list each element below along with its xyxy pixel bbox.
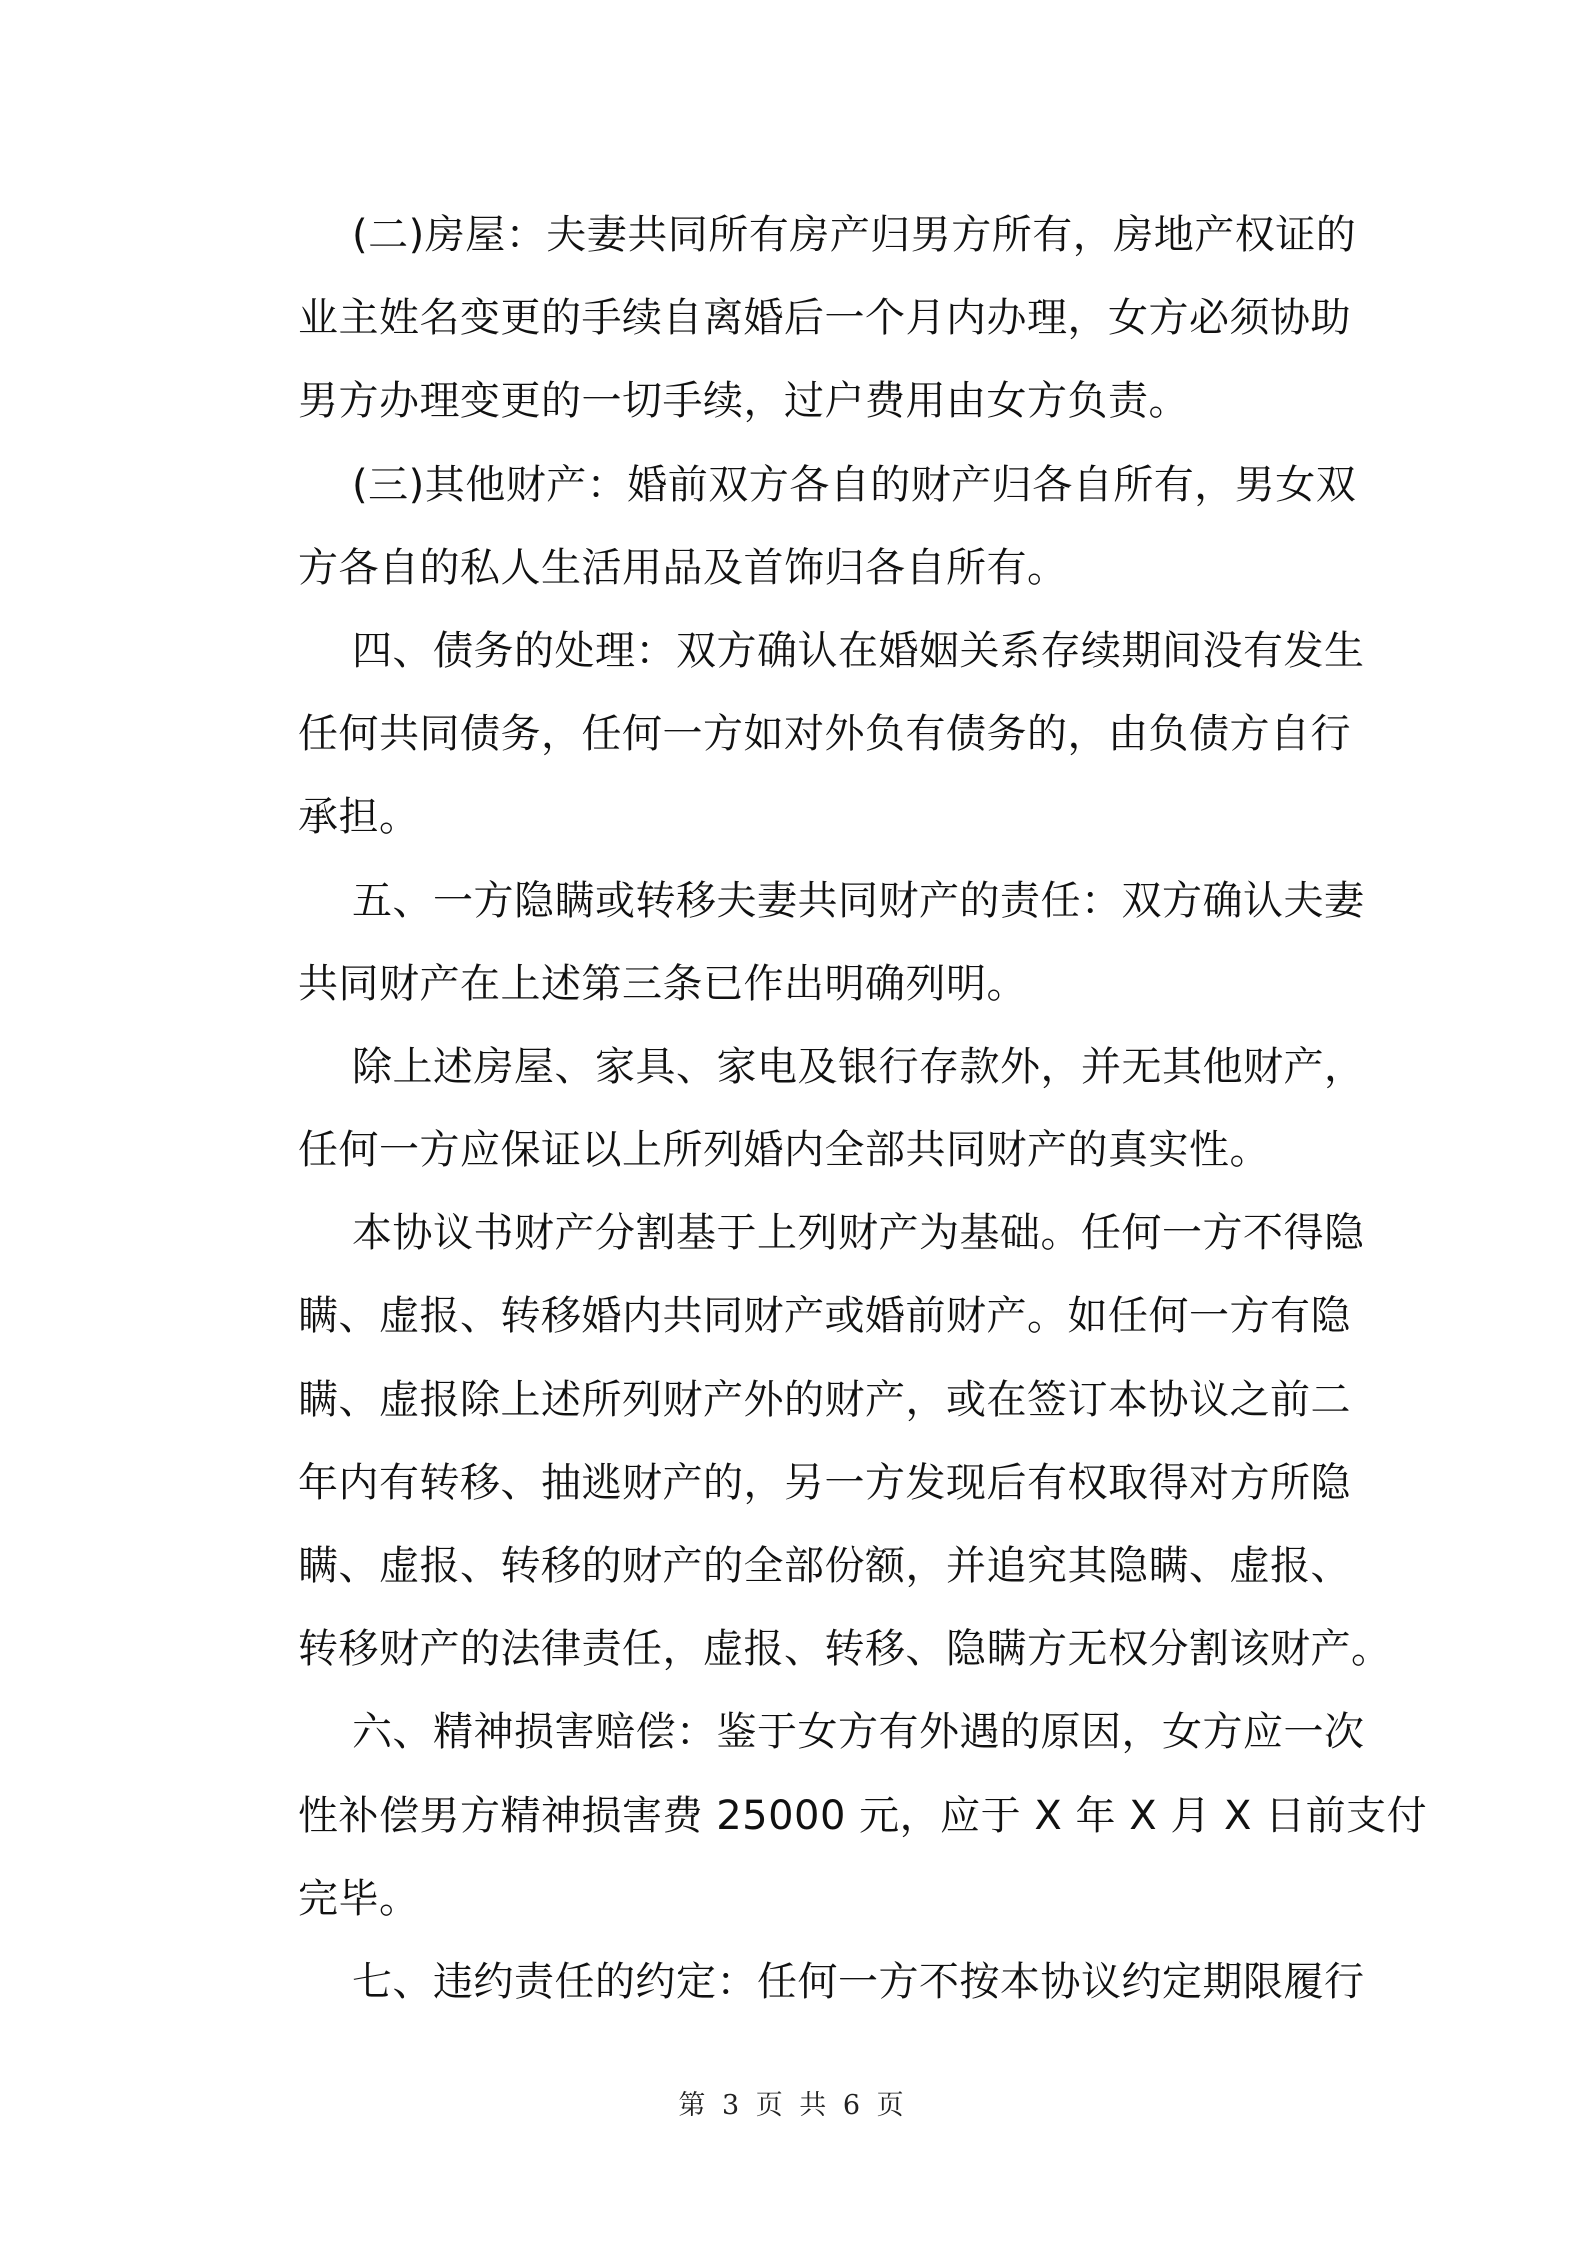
text-line: 方各自的私人生活用品及首饰归各自所有。: [298, 544, 1068, 591]
text-line: 完毕。: [298, 1875, 420, 1922]
text-line: 业主姓名变更的手续自离婚后一个月内办理，女方必须协助: [298, 295, 1351, 342]
text-line: 四、债务的处理：双方确认在婚姻关系存续期间没有发生: [352, 627, 1365, 674]
text-line: 六、精神损害赔偿：鉴于女方有外遇的原因，女方应一次: [352, 1709, 1365, 1756]
text-line: 除上述房屋、家具、家电及银行存款外，并无其他财产，: [352, 1043, 1365, 1090]
text-line: 共同财产在上述第三条已作出明确列明。: [298, 960, 1027, 1007]
text-line: 承担。: [298, 794, 420, 841]
document-body: [298, 194, 1428, 2024]
text-line: (三)其他财产：婚前双方各自的财产归各自所有，男女双: [352, 461, 1357, 508]
text-line: 转移财产的法律责任，虚报、转移、隐瞒方无权分割该财产。: [298, 1626, 1392, 1673]
text-line: (二)房屋：夫妻共同所有房产归男方所有，房地产权证的: [352, 212, 1357, 258]
page-footer: [0, 2083, 1586, 2122]
text-line: 男方办理变更的一切手续，过户费用由女方负责。: [298, 378, 1189, 425]
text-line: 性补偿男方精神损害费 25000 元，应于 X 年 X 月 X 日前支付: [298, 1792, 1428, 1839]
page-number-label: 第 3 页 共 6 页: [678, 2090, 908, 2121]
text-line: 瞒、虚报除上述所列财产外的财产，或在签订本协议之前二: [298, 1376, 1351, 1423]
text-line: 任何一方应保证以上所列婚内全部共同财产的真实性。: [298, 1127, 1270, 1174]
text-line: 瞒、虚报、转移的财产的全部份额，并追究其隐瞒、虚报、: [298, 1543, 1351, 1589]
text-line: 瞒、虚报、转移婚内共同财产或婚前财产。如任何一方有隐: [298, 1293, 1351, 1340]
text-line: 年内有转移、抽逃财产的，另一方发现后有权取得对方所隐: [298, 1459, 1351, 1506]
text-line: 任何共同债务，任何一方如对外负有债务的，由负债方自行: [298, 711, 1351, 758]
text-line: 本协议书财产分割基于上列财产为基础。任何一方不得隐: [352, 1210, 1365, 1257]
text-line: 五、一方隐瞒或转移夫妻共同财产的责任：双方确认夫妻: [352, 877, 1365, 924]
text-line: 七、违约责任的约定：任何一方不按本协议约定期限履行: [352, 1958, 1365, 2005]
